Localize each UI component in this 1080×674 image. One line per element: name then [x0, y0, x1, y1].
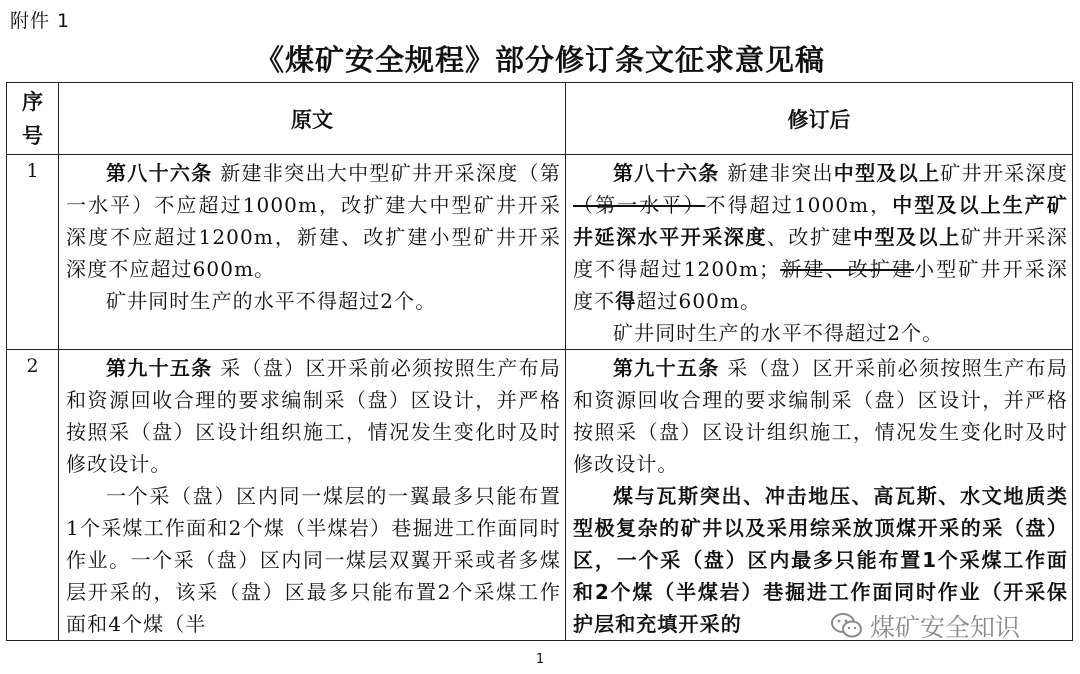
row-number: 2	[7, 350, 59, 641]
paragraph	[573, 317, 1068, 349]
text-run: 超过600m。	[636, 289, 762, 313]
text-run: 矿井同时生产的水平不得超过2个。	[613, 321, 944, 345]
bold-text: 中型及以上	[853, 225, 961, 249]
annex-label: 附件 1	[10, 10, 71, 32]
paragraph	[66, 285, 561, 317]
text-run: 矿井同时生产的水平不得超过2个。	[106, 289, 437, 313]
bold-text: 得	[615, 289, 637, 313]
watermark	[830, 608, 1020, 644]
table-row	[7, 350, 1073, 641]
deleted-text: 新建、改扩建	[780, 257, 915, 281]
revised-text-cell	[566, 350, 1073, 641]
revision-table	[6, 82, 1073, 641]
document-title: 《煤矿安全规程》部分修订条文征求意见稿	[254, 43, 825, 77]
bold-text: 中型及以上生产矿井延深水平开采深度	[573, 193, 1068, 249]
watermark-text: 煤矿安全知识	[870, 613, 1021, 642]
wechat-icon	[830, 612, 864, 640]
paragraph	[573, 157, 1068, 317]
paragraph	[66, 480, 561, 640]
bold-text: 煤与瓦斯突出、冲击地压、高瓦斯、水文地质类型极复杂的矿井以及采用综采放顶煤开采的采（盘）区，一个采（盘）区内最多只能布置1个采煤工作面和2个煤（半煤岩）巷掘进工作面同时作业（开采保护层和充填开采的	[573, 484, 1068, 636]
text-run: 、改扩建	[766, 225, 854, 249]
deleted-text: （第一水平）	[573, 193, 706, 217]
bold-text: 第八十六条	[106, 161, 213, 185]
text-run: 采（盘）区开采前必须按照生产布局和资源回收合理的要求编制采（盘）区设计，并严格按照采（盘）区设计组织施工，情况发生变化时及时修改设计。	[66, 356, 562, 476]
text-run: 矿井开采深度不得超过1200m；	[573, 225, 1069, 281]
text-run: 采（盘）区开采前必须按照生产布局和资源回收合理的要求编制采（盘）区设计，并严格按照采（盘）区设计组织施工，情况发生变化时及时修改设计。	[573, 356, 1069, 476]
text-run: 矿井开采深度	[940, 161, 1069, 185]
bold-text: 第八十六条	[613, 161, 720, 185]
paragraph	[66, 352, 561, 480]
page-number: 1	[535, 652, 545, 667]
text-run: 新建非突出大中型矿井开采深度（第一水平）不应超过1000m，改扩建大中型矿井开采深度不应超过1200m，新建、改扩建小型矿井开采深度不应超过600m。	[66, 161, 562, 281]
table-row	[7, 155, 1073, 350]
paragraph	[66, 157, 561, 285]
column-header-original: 原文	[59, 83, 566, 155]
text-run: 不得超过1000m，	[705, 193, 893, 217]
revised-text-cell	[566, 155, 1073, 350]
bold-text: 中型及以上	[833, 161, 941, 185]
text-run: 新建非突出	[719, 161, 834, 185]
column-header-revised: 修订后	[566, 83, 1073, 155]
bold-text: 第九十五条	[613, 356, 720, 380]
column-header-number: 序 号	[7, 83, 59, 155]
text-run: 小型矿井开采深度不	[573, 257, 1069, 313]
bold-text: 第九十五条	[106, 356, 213, 380]
row-number: 1	[7, 155, 59, 350]
original-text-cell	[59, 350, 566, 641]
text-run: 一个采（盘）区内同一煤层的一翼最多只能布置1个采煤工作面和2个煤（半煤岩）巷掘进工作面同时作业。一个采（盘）区内同一煤层双翼开采或者多煤层开采的，该采（盘）区最多只能布置2个采煤工作面和4个煤（半	[66, 484, 561, 636]
paragraph	[573, 352, 1068, 480]
original-text-cell	[59, 155, 566, 350]
